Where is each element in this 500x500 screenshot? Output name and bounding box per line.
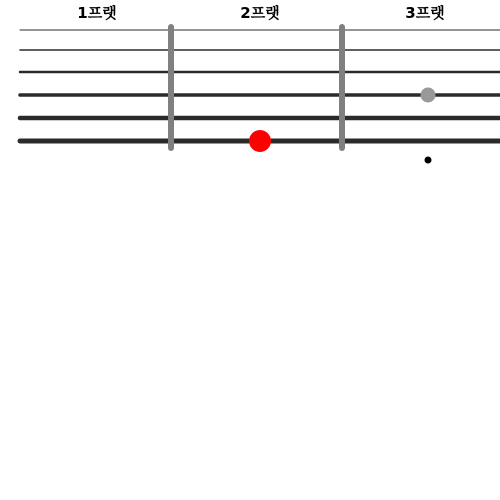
fret-label-2: 2프랫 bbox=[240, 4, 280, 22]
pressed-note bbox=[249, 130, 271, 152]
fret-position-dot bbox=[425, 157, 432, 164]
fret-labels bbox=[77, 4, 444, 22]
strings bbox=[20, 30, 500, 141]
fret-wires bbox=[171, 27, 342, 148]
fret-label-3: 3프랫 bbox=[405, 4, 445, 22]
fret-inlay bbox=[421, 88, 436, 103]
fret-label-1: 1프랫 bbox=[77, 4, 117, 22]
